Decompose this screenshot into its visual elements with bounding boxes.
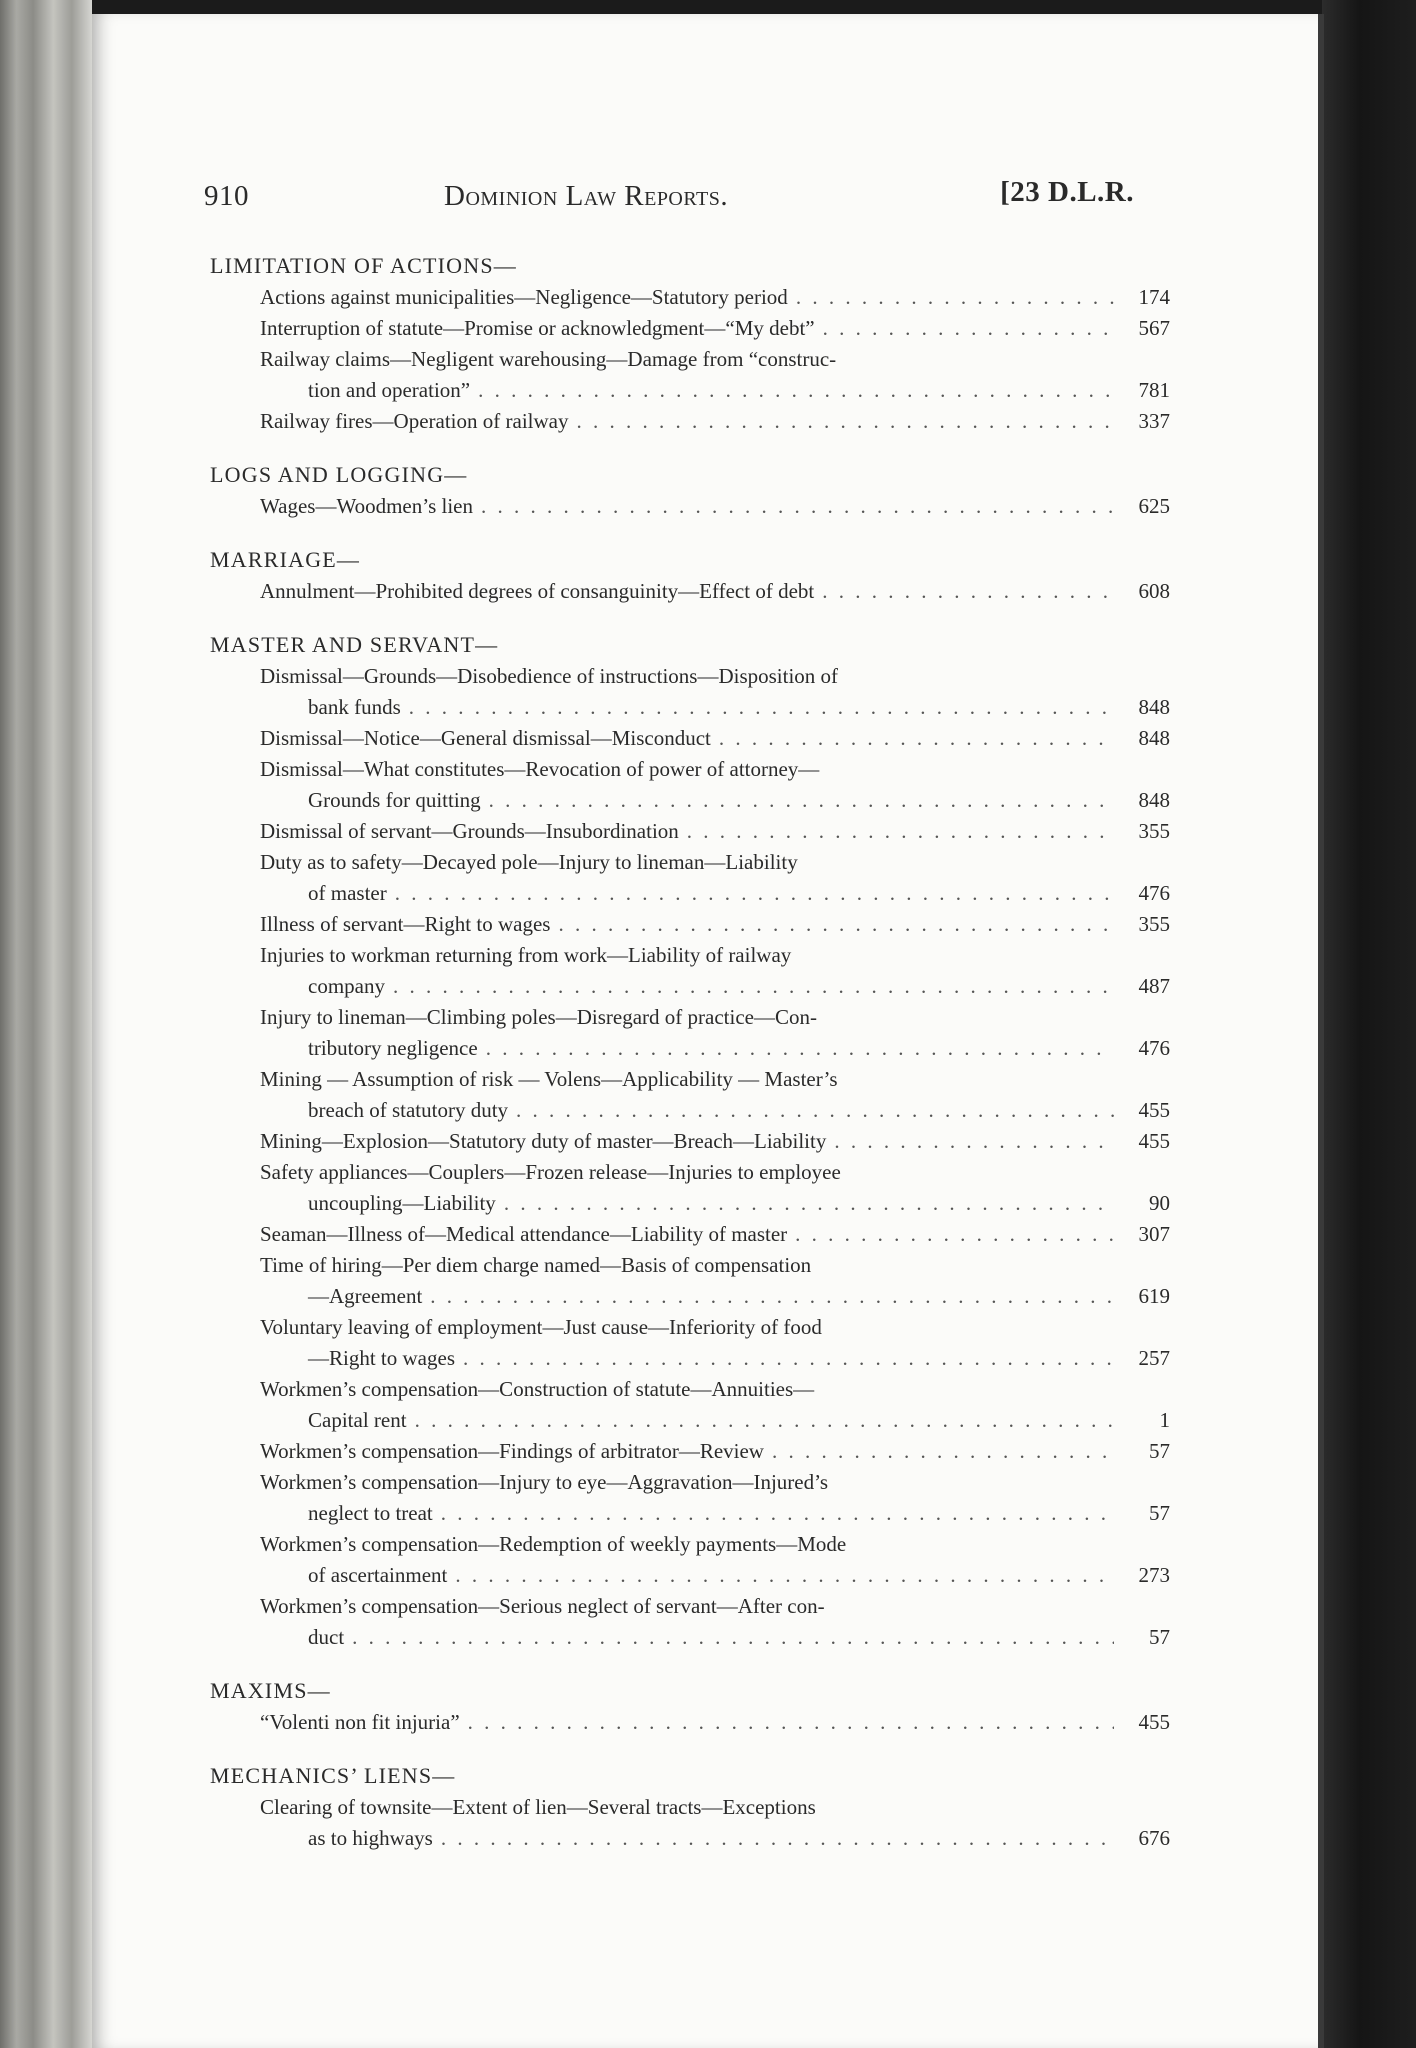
- page-reference: 337: [1138, 409, 1170, 433]
- dot-leader: [558, 909, 1114, 940]
- index-entry: [210, 406, 1170, 437]
- index-section: [210, 544, 1170, 607]
- page-edge: [1318, 14, 1324, 2048]
- page-reference: 848: [1138, 695, 1170, 719]
- entry-text: —Agreement: [308, 1284, 423, 1308]
- index-entry: [210, 1374, 1170, 1436]
- dot-leader: [441, 1823, 1114, 1854]
- dot-leader: [468, 1707, 1114, 1738]
- index-entry: [210, 909, 1170, 940]
- index-entry: [210, 313, 1170, 344]
- dot-leader: [772, 1436, 1114, 1467]
- entry-text: of master: [308, 881, 387, 905]
- index-entry: [210, 816, 1170, 847]
- page-reference: 273: [1138, 1563, 1170, 1587]
- entry-text-first-line: Voluntary leaving of employment—Just cause—Inferiority of food: [260, 1315, 822, 1339]
- entry-text: duct: [308, 1625, 345, 1649]
- index-entry: [210, 661, 1170, 723]
- entry-text-first-line: Mining — Assumption of risk — Volens—Applicability — Master’s: [260, 1067, 838, 1091]
- dot-leader: [796, 282, 1114, 313]
- index-entry: [210, 576, 1170, 607]
- dot-leader: [516, 1095, 1114, 1126]
- page-reference: 848: [1138, 788, 1170, 812]
- entry-text-first-line: Dismissal—Grounds—Disobedience of instructions—Disposition of: [260, 664, 839, 688]
- entry-text-first-line: Injuries to workman returning from work—Liability of railway: [260, 943, 792, 967]
- page-reference: 567: [1138, 316, 1170, 340]
- dot-leader: [409, 692, 1114, 723]
- index-entry: [210, 1250, 1170, 1312]
- index-entry: [210, 723, 1170, 754]
- page-reference: 174: [1138, 285, 1170, 309]
- page-reference: 57: [1149, 1439, 1170, 1463]
- dot-leader: [478, 375, 1114, 406]
- index-entry: [210, 344, 1170, 406]
- index-entry: [210, 1312, 1170, 1374]
- dot-leader: [455, 1560, 1114, 1591]
- dot-leader: [395, 878, 1114, 909]
- entry-text: neglect to treat: [308, 1501, 433, 1525]
- index-entry: [210, 1591, 1170, 1653]
- entry-text: Illness of servant—Right to wages: [260, 912, 551, 936]
- page-reference: 57: [1149, 1501, 1170, 1525]
- entry-text: —Right to wages: [308, 1346, 455, 1370]
- page-reference: 848: [1138, 726, 1170, 750]
- page-reference: 476: [1138, 881, 1170, 905]
- index-entry: [210, 1219, 1170, 1250]
- entry-text-first-line: Workmen’s compensation—Injury to eye—Aggravation—Injured’s: [260, 1470, 829, 1494]
- entry-text-first-line: Workmen’s compensation—Redemption of weekly payments—Mode: [260, 1532, 847, 1556]
- entry-text-first-line: Workmen’s compensation—Construction of statute—Annuities—: [260, 1377, 815, 1401]
- dot-leader: [415, 1405, 1114, 1436]
- index-entry: [210, 754, 1170, 816]
- index-entry: [210, 1157, 1170, 1219]
- entry-text-first-line: Clearing of townsite—Extent of lien—Several tracts—Exceptions: [260, 1795, 816, 1819]
- entry-text: “Volenti non fit injuria”: [260, 1710, 460, 1734]
- index-entry: [210, 940, 1170, 1002]
- page-reference: 676: [1138, 1826, 1170, 1850]
- dot-leader: [795, 1219, 1114, 1250]
- dot-leader: [834, 1126, 1114, 1157]
- index-section: [210, 1760, 1170, 1854]
- index-content: [210, 250, 1170, 1876]
- dot-leader: [504, 1188, 1114, 1219]
- index-section: [210, 629, 1170, 1653]
- page-reference: 781: [1138, 378, 1170, 402]
- index-entry: [210, 1467, 1170, 1529]
- page-reference: 257: [1138, 1346, 1170, 1370]
- entry-text-first-line: Duty as to safety—Decayed pole—Injury to lineman—Liability: [260, 850, 798, 874]
- entry-text-first-line: Workmen’s compensation—Serious neglect of servant—After con-: [260, 1594, 825, 1618]
- entry-text: of ascertainment: [308, 1563, 448, 1587]
- dot-leader: [441, 1498, 1114, 1529]
- dot-leader: [393, 971, 1114, 1002]
- entry-text: bank funds: [308, 695, 401, 719]
- entry-text-first-line: Time of hiring—Per diem charge named—Basis of compensation: [260, 1253, 812, 1277]
- page-reference: 476: [1138, 1036, 1170, 1060]
- entry-text: Grounds for quitting: [308, 788, 481, 812]
- index-entry: [210, 1002, 1170, 1064]
- adjacent-page-shadow: [1322, 0, 1416, 2048]
- page-reference: 90: [1149, 1191, 1170, 1215]
- page-reference: 455: [1138, 1098, 1170, 1122]
- entry-text-first-line: Dismissal—What constitutes—Revocation of power of attorney—: [260, 757, 820, 781]
- entry-text: Capital rent: [308, 1408, 407, 1432]
- dot-leader: [822, 576, 1114, 607]
- entry-text: Railway fires—Operation of railway: [260, 409, 569, 433]
- page-header: [204, 168, 1144, 228]
- index-entry: [210, 1792, 1170, 1854]
- dot-leader: [719, 723, 1114, 754]
- running-title: Dominion Law Reports.: [444, 180, 729, 212]
- entry-text: Interruption of statute—Promise or acknowledgment—“My debt”: [260, 316, 815, 340]
- entry-text-first-line: Safety appliances—Couplers—Frozen release—Injuries to employee: [260, 1160, 841, 1184]
- entry-text: Dismissal—Notice—General dismissal—Misconduct: [260, 726, 711, 750]
- page-reference: 1: [1159, 1408, 1170, 1432]
- entry-text: Dismissal of servant—Grounds—Insubordination: [260, 819, 679, 843]
- dot-leader: [823, 313, 1114, 344]
- dot-leader: [576, 406, 1114, 437]
- page-reference: 455: [1138, 1129, 1170, 1153]
- entry-text: tributory negligence: [308, 1036, 478, 1060]
- dot-leader: [489, 785, 1114, 816]
- entry-text: uncoupling—Liability: [308, 1191, 496, 1215]
- dot-leader: [486, 1033, 1114, 1064]
- section-heading: MASTER AND SERVANT—: [210, 632, 499, 657]
- index-section: [210, 250, 1170, 437]
- entry-text: Mining—Explosion—Statutory duty of master—Breach—Liability: [260, 1129, 827, 1153]
- entry-text: Workmen’s compensation—Findings of arbitrator—Review: [260, 1439, 764, 1463]
- entry-text-first-line: Railway claims—Negligent warehousing—Damage from “construc-: [260, 347, 837, 371]
- entry-text: tion and operation”: [308, 378, 471, 402]
- page-reference: 619: [1138, 1284, 1170, 1308]
- section-heading: MARRIAGE—: [210, 547, 361, 572]
- dot-leader: [687, 816, 1114, 847]
- index-entry: [210, 1707, 1170, 1738]
- dot-leader: [481, 491, 1114, 522]
- page-reference: 455: [1138, 1710, 1170, 1734]
- page-reference: 608: [1138, 579, 1170, 603]
- page-reference: 307: [1138, 1222, 1170, 1246]
- entry-text: breach of statutory duty: [308, 1098, 509, 1122]
- section-heading: LIMITATION OF ACTIONS—: [210, 253, 517, 278]
- entry-text: Seaman—Illness of—Medical attendance—Liability of master: [260, 1222, 788, 1246]
- index-section: [210, 1675, 1170, 1738]
- section-heading: MAXIMS—: [210, 1678, 331, 1703]
- index-section: [210, 459, 1170, 522]
- entry-text-first-line: Injury to lineman—Climbing poles—Disregard of practice—Con-: [260, 1005, 817, 1029]
- page-reference: 487: [1138, 974, 1170, 998]
- page-reference: 355: [1138, 912, 1170, 936]
- index-entry: [210, 1064, 1170, 1126]
- index-entry: [210, 491, 1170, 522]
- page-reference: 57: [1149, 1625, 1170, 1649]
- dot-leader: [463, 1343, 1114, 1374]
- entry-text: Wages—Woodmen’s lien: [260, 494, 473, 518]
- section-heading: MECHANICS’ LIENS—: [210, 1763, 456, 1788]
- page-reference: 625: [1138, 494, 1170, 518]
- index-entry: [210, 1436, 1170, 1467]
- volume-reference: [23 D.L.R.: [1000, 176, 1134, 208]
- book-binding: [0, 0, 92, 2048]
- index-entry: [210, 1126, 1170, 1157]
- dot-leader: [430, 1281, 1114, 1312]
- section-heading: LOGS AND LOGGING—: [210, 462, 468, 487]
- entry-text: company: [308, 974, 385, 998]
- entry-text: as to highways: [308, 1826, 433, 1850]
- entry-text: Annulment—Prohibited degrees of consanguinity—Effect of debt: [260, 579, 815, 603]
- page-reference: 355: [1138, 819, 1170, 843]
- dot-leader: [352, 1622, 1114, 1653]
- entry-text: Actions against municipalities—Negligence—Statutory period: [260, 285, 788, 309]
- index-entry: [210, 847, 1170, 909]
- page-number: 910: [204, 180, 249, 212]
- index-entry: [210, 282, 1170, 313]
- index-entry: [210, 1529, 1170, 1591]
